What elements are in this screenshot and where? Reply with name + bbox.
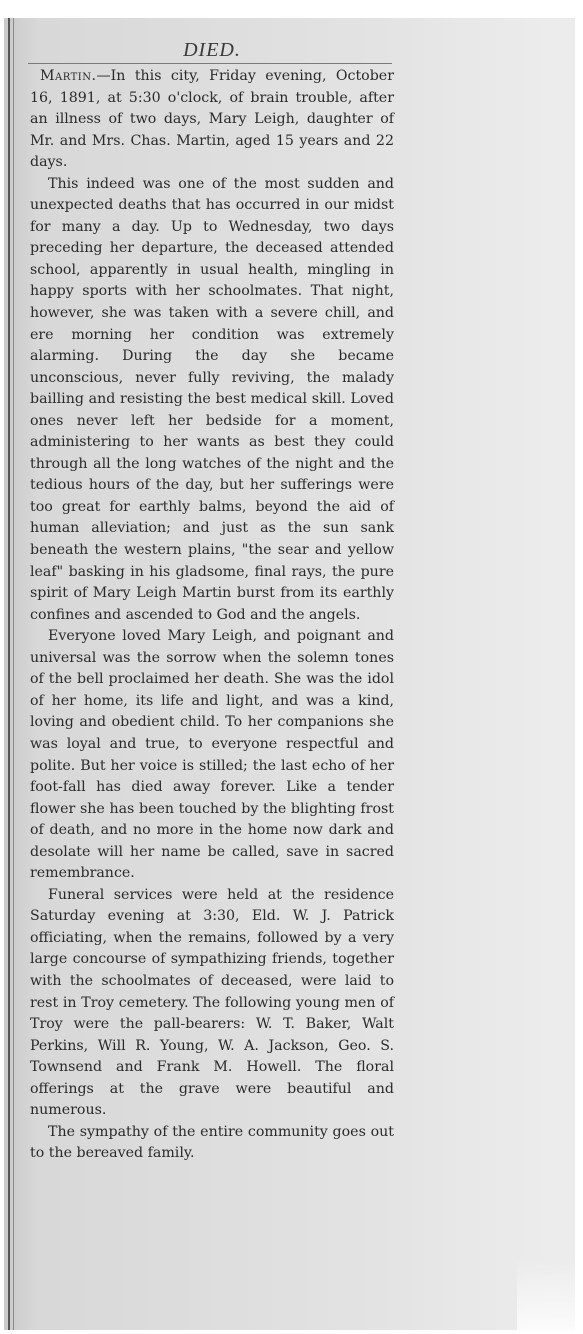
newspaper-clipping: [4, 18, 575, 1330]
column-rule-inner: [13, 18, 14, 1330]
paragraph-5: The sympathy of the entire community goes out to the bereaved family.: [30, 1123, 394, 1162]
paragraph-3: Everyone loved Mary Leigh, and poignant and universal was the sorrow when the solemn tones of the bell proclaimed her death. She was the idol of her home, its life and light, and was a kind, loving and obedient child. To her companions she was loyal and true, to everyone respectful and polite. But her voice is stilled; the last echo of her foot-fall has died away forever. Like a tender flower she has been touched by the blighting frost of death, and no more in the home now dark and desolate will her name be called, save in sacred remembrance.: [30, 628, 394, 882]
paragraph-4: Funeral services were held at the residence Saturday evening at 3:30, Eld. W. J. Patrick officiating, when the remains, followed by a very large concourse of sympathizing friends, together with the schoolmates of deceased, were laid to rest in Troy cemetery. The following young men of Troy were the pall-bearers: W. T. Baker, Walt Perkins, Will R. Young, W. A. Jackson, Geo. S. Townsend and Frank M. Howell. The floral offerings at the grave were beautiful and numerous.: [30, 886, 394, 1119]
paragraph-2: This indeed was one of the most sudden and unexpected deaths that has occurred in our midst for many a day. Up to Wednesday, two days preceding her departure, the deceased attended school, apparently in usual health, mingling in happy sports with her schoolmates. That night, however, she was taken with a severe chill, and ere morning her condition was extremely alarming. During the day she became unconscious, never fully reviving, the malady bailling and resisting the best medical skill. Loved ones never left her bedside for a moment, administering to her wants as best they could through all the long watches of the night and the tedious hours of the day, but her sufferings were too great for earthly balms, beyond the aid of human alleviation; and just as the sun sank beneath the western plains, "the sear and yellow leaf" basking in his gladsome, final rays, the pure spirit of Mary Leigh Martin burst from its earthly confines and ascended to God and the angels.: [30, 175, 394, 623]
column-rule: [8, 18, 10, 1330]
headline: DIED.: [183, 39, 241, 61]
paper-fade: [405, 18, 575, 1330]
obituary-article: [30, 30, 394, 1165]
paragraph-1: [30, 66, 394, 174]
lead-name: Martin.: [40, 68, 97, 84]
torn-corner: [517, 1258, 575, 1330]
paragraph-1-text: —In this city, Friday evening, October 16, 1891, at 5:30 o'clock, of brain trouble, after an illness of two days, Mary Leigh, daughter of Mr. and Mrs. Chas. Martin, aged 15 years and 22 days.: [30, 68, 394, 171]
